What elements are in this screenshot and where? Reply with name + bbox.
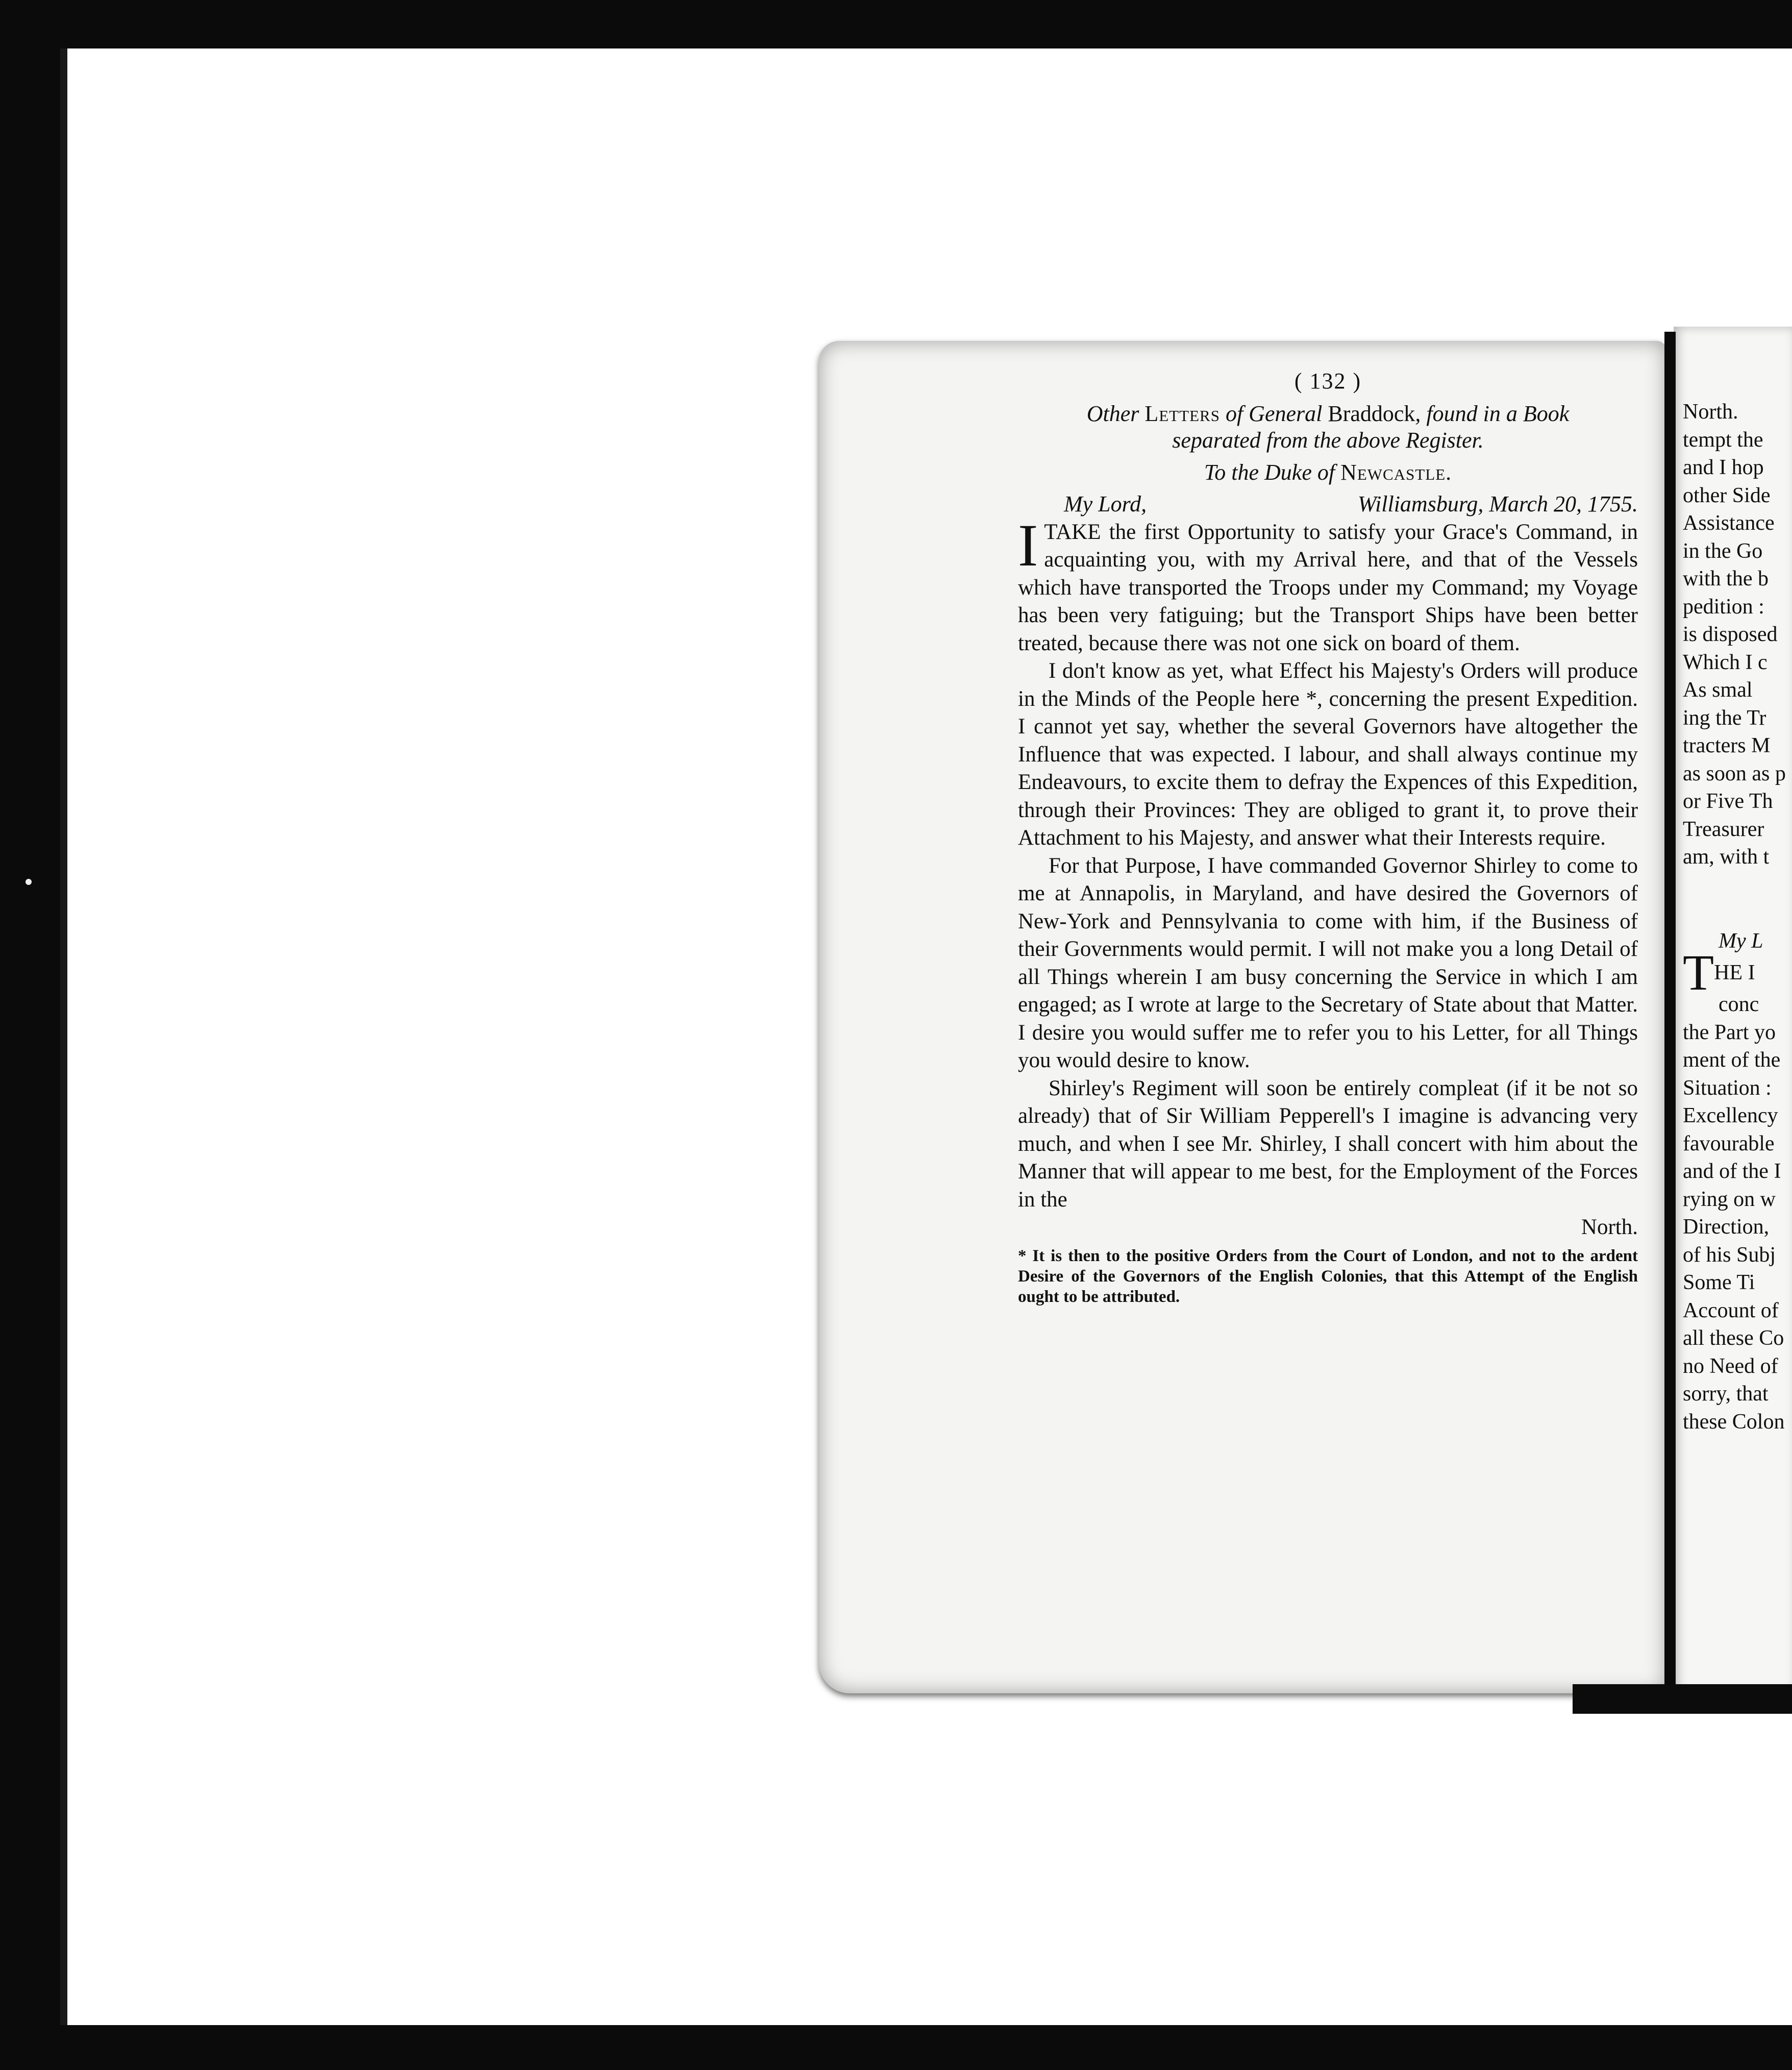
right-line [1683,944,1792,1001]
right-line: these Colon [1683,1410,1785,1434]
right-line: North. [1683,400,1738,424]
right-page-text [1683,398,1792,1436]
paragraph-4: Shirley's Regiment will soon be entirely compleat (if it be not so already) that of Sir William Pepperell's I imagine is advancing very much, and when I see Mr. Shirley, I shall concert with him about the Manner that will appear to me best, for the Employment of the Forces in the [1018,1076,1638,1212]
right-line: Direction, [1683,1215,1770,1239]
drop-cap: I [1018,511,1038,579]
heading-smallcaps: Letters [1144,401,1220,426]
footnote: * It is then to the positive Orders from the Court of London, and not to the ardent Desire of the Governors of the English Colonies, that this Attempt of the English ought to be attributed. [1018,1246,1638,1306]
right-salutation: My L [1719,929,1763,953]
right-line: with the b [1683,567,1769,590]
right-line: in the Go [1683,539,1763,563]
right-gap [1683,871,1792,927]
right-line: tempt the [1683,428,1763,452]
letter-date: Williamsburg, March 20, 1755. [1357,491,1638,516]
right-line: other Side [1683,483,1771,507]
heading-text: of General [1219,401,1328,426]
page-number: ( 132 ) [1294,368,1362,393]
right-line: and I hop [1683,456,1764,479]
paragraph-1 [1018,511,1638,658]
heading-text: Other [1086,401,1145,426]
salutation: My Lord, [1064,491,1147,516]
paragraph-4-end: North. [1581,1215,1638,1239]
right-line: tracters M [1683,734,1771,757]
letter-dateline [1018,490,1638,519]
right-line: Which I c [1683,650,1768,674]
right-line-text: HE I [1714,961,1755,984]
scan-frame-bottom [0,2025,1792,2070]
right-line: the Part yo [1683,1020,1776,1044]
scan-frame-top [0,0,1792,48]
right-line: conc [1719,993,1759,1016]
addressee-line [1018,459,1638,487]
right-line: of his Subj [1683,1243,1776,1267]
scan-frame-left [0,0,60,2070]
book-gutter [1664,332,1676,1710]
right-line: all these Co [1683,1326,1784,1350]
right-line: as soon as p [1683,761,1786,785]
right-line: no Need of [1683,1354,1778,1378]
right-line: sorry, that [1683,1382,1769,1406]
addressee-prefix: To the Duke of [1204,459,1341,485]
right-line: rying on w [1683,1187,1776,1211]
right-line: ment of the [1683,1048,1781,1072]
page-shadow-block [1573,1684,1792,1714]
right-line: As smal [1683,678,1753,702]
right-line: is disposed [1683,623,1778,646]
scan-frame-inner-left [60,48,67,2025]
paragraph-1-text: TAKE the first Opportunity to satisfy your Grace's Command, in acquainting you, with my Arrival here, and that of the Vessels which have transported the Troops under my Command; my Voyage has been very fatiguing; but the Transport Ships have been better treated, because there was not one sick on board of them. [1018,520,1638,655]
addressee-name: Newcastle. [1340,459,1452,485]
letters-heading [1018,401,1638,454]
right-line: Situation : [1683,1076,1772,1100]
left-page-text [1018,367,1638,1307]
paragraph-3: For that Purpose, I have commanded Governor Shirley to come to me at Annapolis, in Maryland, and have desired the Governors of New-York and Pennsylvania to come with him, if the Business of their Governments would permit. I will not make you a long Detail of all Things wherein I am busy concerning the Service in which I am engaged; as I wrote at large to the Secretary of State about that Matter. I desire you would suffer me to refer you to his Letter, for all Things you would desire to know. [1018,853,1638,1072]
right-line: and of the I [1683,1160,1781,1183]
right-line: or Five Th [1683,790,1773,813]
right-line: pedition : [1683,595,1764,619]
right-line: Excellency [1683,1104,1778,1127]
right-line: Treasurer [1683,817,1764,841]
paragraph-2: I don't know as yet, what Effect his Majesty's Orders will produce in the Minds of the People here *, concerning the present Expedition. I cannot yet say, whether the several Governors have altogether the Influence that was expected. I labour, and shall always continue my Endeavours, to excite them to defray the Expences of this Expedition, through their Provinces: They are obliged to grant it, to prove their Attachment to his Majesty, and answer what their Interests require. [1018,659,1638,850]
right-line: Assistance [1683,511,1775,535]
scan-speck [26,879,32,885]
right-line: favourable [1683,1131,1775,1155]
right-line: ing the Tr [1683,706,1766,730]
heading-line2: separated from the above Register. [1172,427,1484,453]
right-line: Some Ti [1683,1271,1755,1294]
right-line: am, with t [1683,845,1770,869]
right-line: Account of [1683,1298,1779,1322]
heading-name: Braddock [1328,401,1415,426]
heading-text: , found in a Book [1415,401,1570,426]
right-drop-cap: T [1683,944,1714,1001]
